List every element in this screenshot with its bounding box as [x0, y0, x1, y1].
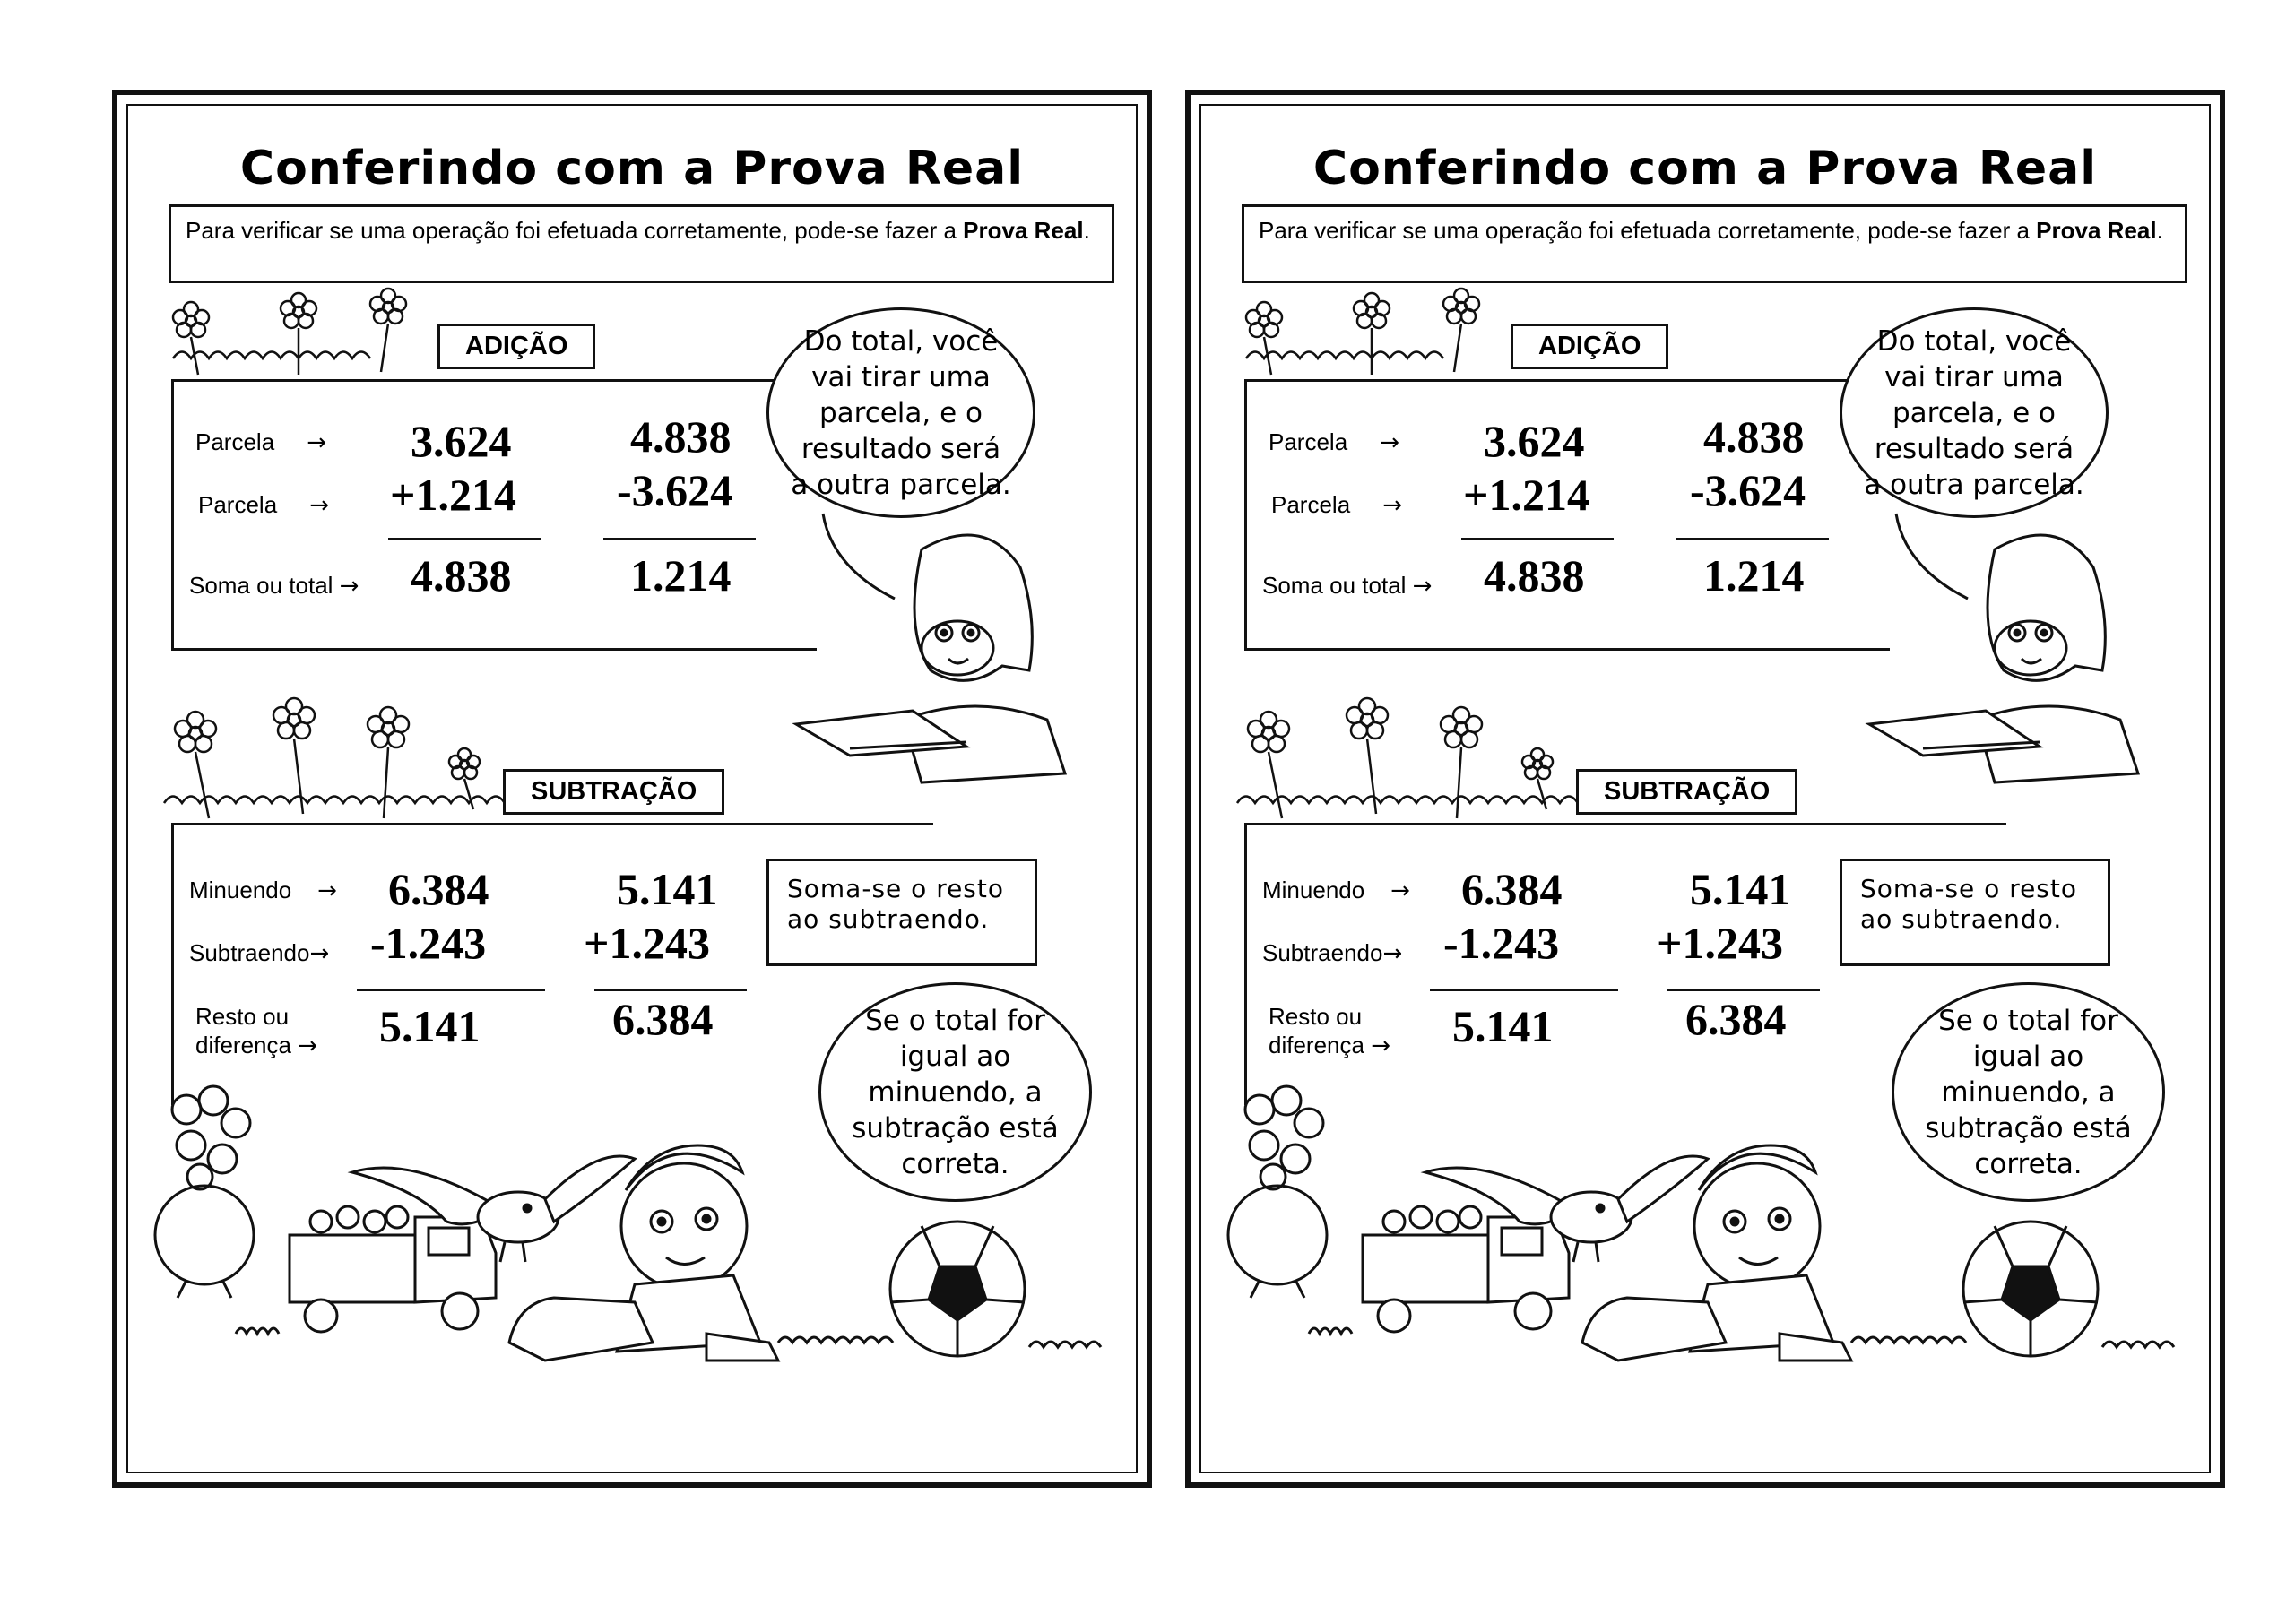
subtraction-row1-label: Minuendo →: [1262, 877, 1410, 904]
subtraction-note-box: Soma-se o resto ao subtraendo.: [1840, 859, 2110, 966]
subtraction-row3-label: Resto ou diferença →: [1269, 1003, 1390, 1059]
boy-with-toys-icon: [1224, 1074, 2192, 1378]
subtraction-col1-value: -1.243: [1443, 918, 1560, 968]
addition-col2-value: 4.838: [630, 411, 732, 462]
addition-col1-value: 4.838: [1484, 550, 1585, 600]
addition-bottom-line: [171, 648, 817, 651]
flowers-top-icon: [1237, 285, 1524, 366]
intro-box: [169, 204, 1114, 283]
page-title: Conferindo com a Prova Real: [1312, 142, 2098, 195]
subtraction-col1-rule: [1430, 989, 1618, 991]
addition-col1-value: +1.214: [1463, 470, 1589, 520]
subtraction-note-box: Soma-se o resto ao subtraendo.: [766, 859, 1037, 966]
addition-col2-rule: [1676, 538, 1829, 540]
subtraction-col2-rule: [594, 989, 747, 991]
intro-text: Para verificar se uma operação foi efetuada corretamente, pode-se fazer a: [186, 217, 957, 244]
subtraction-col1-value: -1.243: [370, 918, 487, 968]
girl-reading-icon: [796, 514, 1119, 809]
addition-col2-value: -3.624: [617, 465, 733, 515]
addition-row1-label: Parcela →: [195, 428, 327, 456]
addition-col1-rule: [1461, 538, 1614, 540]
subtraction-col1-value: 6.384: [388, 864, 489, 914]
subtraction-speech-bubble: Se o total for igual ao minuendo, a subtração está correta.: [1892, 982, 2165, 1202]
addition-col2-value: 1.214: [1703, 550, 1805, 600]
addition-label: ADIÇÃO: [437, 324, 595, 369]
subtraction-speech-bubble: Se o total for igual ao minuendo, a subtração está correta.: [818, 982, 1092, 1202]
worksheet-page-right: [1185, 90, 2225, 1488]
addition-col1-value: 3.624: [1484, 416, 1585, 466]
subtraction-row1-label: Minuendo →: [189, 877, 337, 904]
subtraction-top-line: [171, 823, 933, 825]
intro-text: Para verificar se uma operação foi efetuada corretamente, pode-se fazer a: [1259, 217, 2030, 244]
flowers-middle-icon: [160, 688, 536, 814]
intro-end: .: [1083, 217, 1090, 244]
girl-reading-icon: [1869, 514, 2192, 809]
addition-col2-value: 4.838: [1703, 411, 1805, 462]
addition-row2-label: Parcela →: [1271, 491, 1403, 519]
addition-col1-value: 4.838: [411, 550, 512, 600]
subtraction-row3-label: Resto ou diferença →: [195, 1003, 317, 1059]
subtraction-row2-label: Subtraendo→: [189, 939, 330, 967]
subtraction-col2-value: 5.141: [1690, 864, 1791, 914]
subtraction-top-line: [1244, 823, 2006, 825]
addition-speech-bubble: Do total, você vai tirar uma parcela, e o resultado será a outra parcela.: [1840, 307, 2109, 518]
subtraction-col2-value: +1.243: [584, 918, 710, 968]
boy-with-toys-icon: [151, 1074, 1119, 1378]
subtraction-label: SUBTRAÇÃO: [1576, 769, 1797, 815]
flowers-middle-icon: [1233, 688, 1609, 814]
worksheet-page-left: [112, 90, 1152, 1488]
addition-col1-rule: [388, 538, 541, 540]
subtraction-col1-value: 5.141: [1452, 1001, 1554, 1051]
subtraction-col1-value: 5.141: [379, 1001, 481, 1051]
page-inner-border: [126, 104, 1138, 1473]
subtraction-col2-value: 5.141: [617, 864, 718, 914]
flowers-top-icon: [164, 285, 451, 366]
subtraction-col2-rule: [1667, 989, 1820, 991]
addition-row3-label: Soma ou total →: [1262, 572, 1433, 600]
addition-col1-value: +1.214: [390, 470, 516, 520]
subtraction-col1-value: 6.384: [1461, 864, 1563, 914]
subtraction-col2-value: +1.243: [1657, 918, 1783, 968]
addition-col2-value: 1.214: [630, 550, 732, 600]
subtraction-col1-rule: [357, 989, 545, 991]
addition-row3-label: Soma ou total →: [189, 572, 359, 600]
addition-bottom-line: [1244, 648, 1890, 651]
addition-label: ADIÇÃO: [1511, 324, 1668, 369]
subtraction-col2-value: 6.384: [1685, 994, 1787, 1044]
subtraction-label: SUBTRAÇÃO: [503, 769, 724, 815]
addition-row2-label: Parcela →: [198, 491, 330, 519]
addition-row1-label: Parcela →: [1269, 428, 1400, 456]
subtraction-row2-label: Subtraendo→: [1262, 939, 1403, 967]
intro-end: .: [2156, 217, 2163, 244]
addition-speech-bubble: Do total, você vai tirar uma parcela, e o resultado será a outra parcela.: [766, 307, 1035, 518]
addition-col1-value: 3.624: [411, 416, 512, 466]
page-inner-border: [1199, 104, 2211, 1473]
addition-col2-rule: [603, 538, 756, 540]
page-title: Conferindo com a Prova Real: [239, 142, 1025, 195]
addition-col2-value: -3.624: [1690, 465, 1806, 515]
intro-bold: Prova Real: [2036, 217, 2157, 244]
subtraction-col2-value: 6.384: [612, 994, 714, 1044]
intro-bold: Prova Real: [963, 217, 1084, 244]
intro-box: [1242, 204, 2187, 283]
